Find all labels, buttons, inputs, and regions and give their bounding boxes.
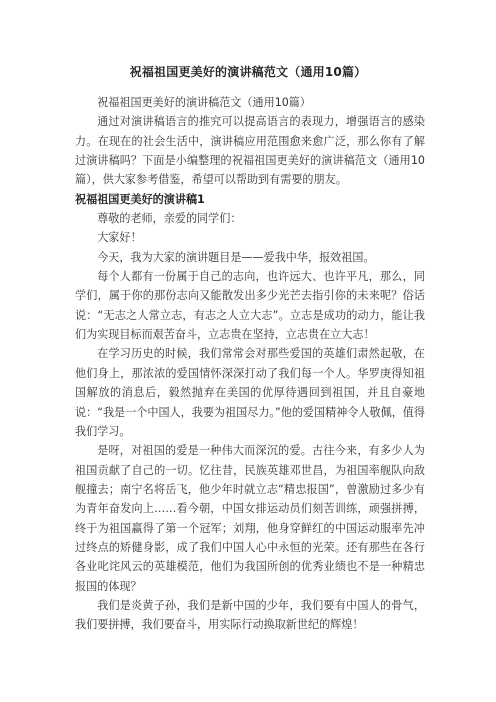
speech-paragraph: 是呀，对祖国的爱是一种伟大而深沉的爱。古往今来，有多少人为祖国贡献了自己的一切。忆往昔，民族英雄邓世昌，为祖国率舰队向敌舰撞去；南宁名将岳飞，他少年时就立志“精忠报国”，曾激励过多少有为青年奋发向上……看今朝，中国女排运动员们刻苦训练，顽强拼搏，终于为祖国赢得了第一个冠军；刘翔，他身穿鲜红的中国运动服率先冲过终点的矫健身影，成了我们中国人心中永恒的光荣。还有那些在各行各业叱诧风云的英雄模范，他们为我国所创的优秀业绩也不是一种精忠报国的体现？ bbox=[75, 444, 425, 593]
speech-hello: 大家好！ bbox=[97, 231, 142, 245]
speech-paragraph: 在学习历史的时候，我们常常会对那些爱国的英雄们肃然起敬，在他们身上，那浓浓的爱国情怀深深打动了我们每一个人。华罗庚得知祖国解放的消息后，毅然抛弃在美国的优厚待遇回到祖国，并且自豪地说：“我是一个中国人，我要为祖国尽力。”他的爱国精神令人敬佩，值得我们学习。 bbox=[75, 347, 425, 438]
speech-paragraph: 我们是炎黄子孙，我们是新中国的少年，我们要有中国人的骨气，我们要拼搏，我们要奋斗，用实际行动换取新世纪的辉煌！ bbox=[75, 598, 425, 632]
speech-topic: 今天，我为大家的演讲题目是——爱我中华，报效祖国。 bbox=[97, 250, 375, 264]
speech-paragraph: 每个人都有一份属于自己的志向，也许远大、也许平凡，那么，同学们，属于你的那份志向又能散发出多少光芒去指引你的未来呢？俗话说：“无志之人常立志，有志之人立大志”。立志是成功的动力，能让我们为实现目标而艰苦奋斗，立志贵在坚持，立志贵在立大志！ bbox=[75, 270, 425, 342]
section-heading: 祝福祖国更美好的演讲稿1 bbox=[75, 192, 205, 206]
intro-paragraph-subtitle: 祝福祖国更美好的演讲稿范文（通用10篇） bbox=[97, 96, 311, 109]
document-body bbox=[75, 93, 425, 635]
speech-greeting: 尊敬的老师，亲爱的同学们： bbox=[97, 212, 242, 226]
document-title: 祝福祖国更美好的演讲稿范文（通用10篇） bbox=[129, 65, 367, 79]
intro-paragraph: 通过对演讲稿语言的推究可以提高语言的表现力，增强语言的感染力。在现在的社会生活中，演讲稿应用范围愈来愈广泛，那么你有了解过演讲稿吗？下面是小编整理的祝福祖国更美好的演讲稿范文（通用10篇），供大家参考借鉴，希望可以帮助到有需要的朋友。 bbox=[75, 115, 425, 187]
